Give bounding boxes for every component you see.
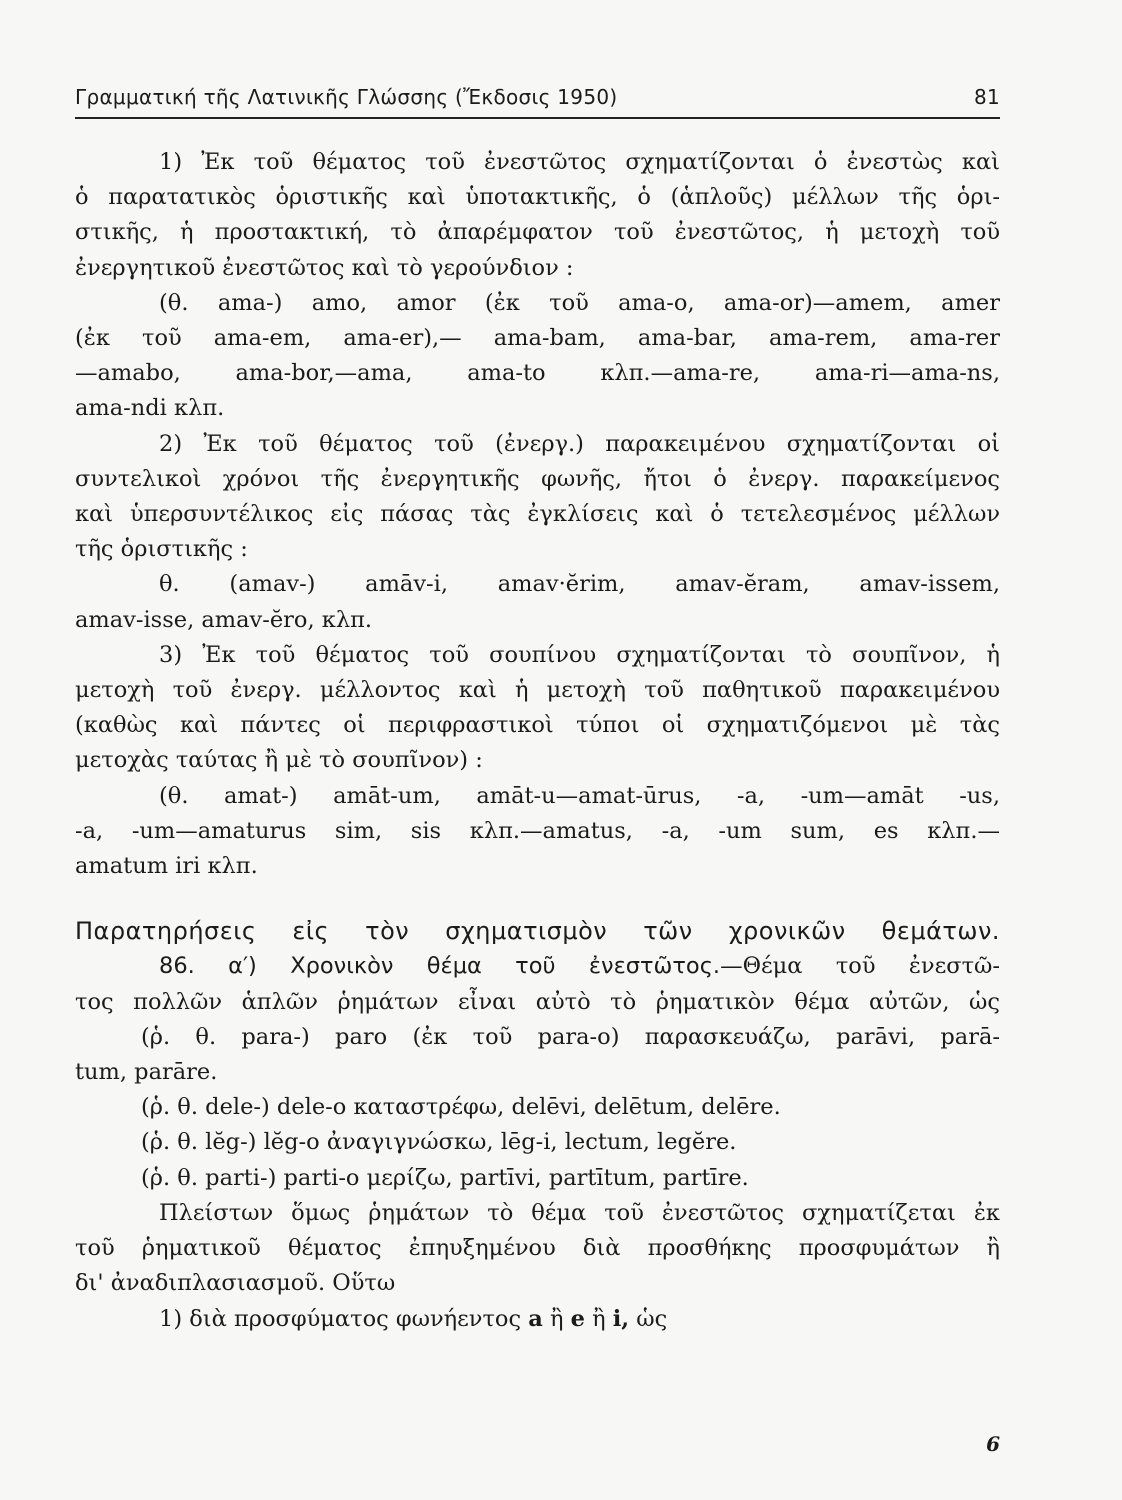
text-line: ama-ndi κλπ. [75, 395, 225, 422]
text-line: -a, -um—amaturus sim, sis κλπ.—amatus, -a, -um sum, es κλπ.— [75, 817, 1000, 844]
running-header [75, 85, 1000, 119]
text-line: μετοχὰς ταύτας ἢ μὲ τὸ σουπῖνον) : [75, 747, 483, 774]
paragraph-subheading: Χρονικὸν θέμα τοῦ ἐνεστῶτος. [290, 953, 721, 980]
paragraph-number: 86. α′) [159, 953, 257, 980]
text-run: ἢ [549, 1305, 564, 1332]
text-line: συντελικοὶ χρόνοι τῆς ἐνεργητικῆς φωνῆς, ἤτοι ὁ ἐνεργ. παρακείμενος [75, 465, 1000, 492]
text-line: μετοχὴ τοῦ ἐνεργ. μέλλοντος καὶ ἡ μετοχὴ τοῦ παθητικοῦ παρακειμένου [75, 677, 1000, 704]
text-line: ὁ παρατατικὸς ὁριστικῆς καὶ ὑποτακτικῆς, ὁ (ἁπλοῦς) μέλλων τῆς ὁρι- [75, 184, 1000, 211]
text-line: amatum iri κλπ. [75, 853, 258, 880]
text-line: (θ. ama-) amo, amor (ἐκ τοῦ ama-o, ama-or)—amem, amer [159, 289, 1000, 316]
example-line: (ῥ. θ. lĕg-) lĕg-o ἀναγιγνώσκω, lēg-i, lectum, legĕre. [141, 1129, 737, 1156]
text-line: ἐνεργητικοῦ ἐνεστῶτος καὶ τὸ γερούνδιον : [75, 254, 574, 281]
text-run: ἢ [592, 1305, 606, 1332]
paragraph-3 [75, 638, 1000, 884]
example-line: tum, parāre. [75, 1059, 218, 1086]
text-run: ὡς [636, 1305, 668, 1332]
text-line: στικῆς, ἡ προστακτική, τὸ ἀπαρέμφατον τοῦ ἐνεστῶτος, ἡ μετοχὴ τοῦ [75, 219, 1000, 246]
text-line: 2) Ἐκ τοῦ θέματος τοῦ (ἐνεργ.) παρακειμένου σχηματίζονται οἱ [159, 430, 1000, 457]
paragraph-86 [75, 949, 1000, 1195]
text-line: τοῦ ῥηματικοῦ θέματος ἐπηυξημένου διὰ προσθήκης προσφυμάτων ἢ [75, 1235, 1000, 1262]
text-run: —Θέμα τοῦ ἐνεστῶ- [720, 953, 1000, 980]
text-line: —amabo, ama-bor,—ama, ama-to κλπ.—ama-re, ama-ri—ama-ns, [75, 360, 1000, 387]
text-line: δι' ἀναδιπλασιασμοῦ. Οὕτω [75, 1270, 396, 1297]
vowel-a: a [528, 1305, 543, 1332]
section-heading: Παρατηρήσεις εἰς τὸν σχηματισμὸν τῶν χρονικῶν θεμάτων. [75, 917, 1000, 946]
text-line [75, 949, 1000, 984]
text-line: (καθὼς καὶ πάντες οἱ περιφραστικοὶ τύποι οἱ σχηματιζόμενοι μὲ τὰς [75, 712, 1000, 739]
page [75, 85, 1000, 1337]
text-line: θ. (amav-) amāv-i, amav·ĕrim, amav-ĕram, amav-issem, [159, 571, 1000, 598]
vowel-e: e [570, 1305, 585, 1332]
text-run: 1) διὰ προσφύματος φωνήεντος [159, 1305, 522, 1332]
text-line: καὶ ὑπερσυντέλικος εἰς πάσας τὰς ἐγκλίσεις καὶ ὁ τετελεσμένος μέλλων [75, 501, 1000, 528]
vowel-i: i, [612, 1305, 630, 1332]
paragraph-1 [75, 145, 1000, 427]
text-line: 1) Ἐκ τοῦ θέματος τοῦ ἐνεστῶτος σχηματίζονται ὁ ἐνεστὼς καὶ [159, 149, 1000, 175]
signature-mark: 6 [986, 1432, 1000, 1456]
text-line [75, 1302, 1000, 1337]
example-line: (ῥ. θ. parti-) parti-o μερίζω, partīvi, partītum, partīre. [141, 1164, 749, 1191]
text-line: (θ. amat-) amāt-um, amāt-u—amat-ūrus, -a, -um—amāt -us, [159, 782, 1000, 809]
text-line: τος πολλῶν ἁπλῶν ῥημάτων εἶναι αὐτὸ τὸ ῥηματικὸν θέμα αὐτῶν, ὡς [75, 988, 1000, 1015]
page-number: 81 [973, 85, 1000, 109]
text-line: Πλείστων ὅμως ῥημάτων τὸ θέμα τοῦ ἐνεστῶτος σχηματίζεται ἐκ [159, 1199, 1000, 1226]
example-line: (ῥ. θ. dele-) dele-o καταστρέφω, delēvi, delētum, delēre. [141, 1094, 781, 1121]
paragraph-87 [75, 1196, 1000, 1337]
paragraph-2 [75, 427, 1000, 638]
example-line: (ῥ. θ. para-) paro (ἐκ τοῦ para-o) παρασκευάζω, parāvi, parā- [141, 1023, 1000, 1050]
text-line: 3) Ἐκ τοῦ θέματος τοῦ σουπίνου σχηματίζονται τὸ σουπῖνον, ἡ [159, 641, 1000, 668]
text-line: amav-isse, amav-ĕro, κλπ. [75, 606, 373, 633]
text-line: τῆς ὁριστικῆς : [75, 536, 248, 563]
body-text [75, 145, 1000, 1337]
text-line: (ἐκ τοῦ ama-em, ama-er),— ama-bam, ama-bar, ama-rem, ama-rer [75, 325, 1000, 352]
running-title: Γραμματική τῆς Λατινικῆς Γλώσσης (Ἔκδοσις 1950) [75, 85, 618, 109]
